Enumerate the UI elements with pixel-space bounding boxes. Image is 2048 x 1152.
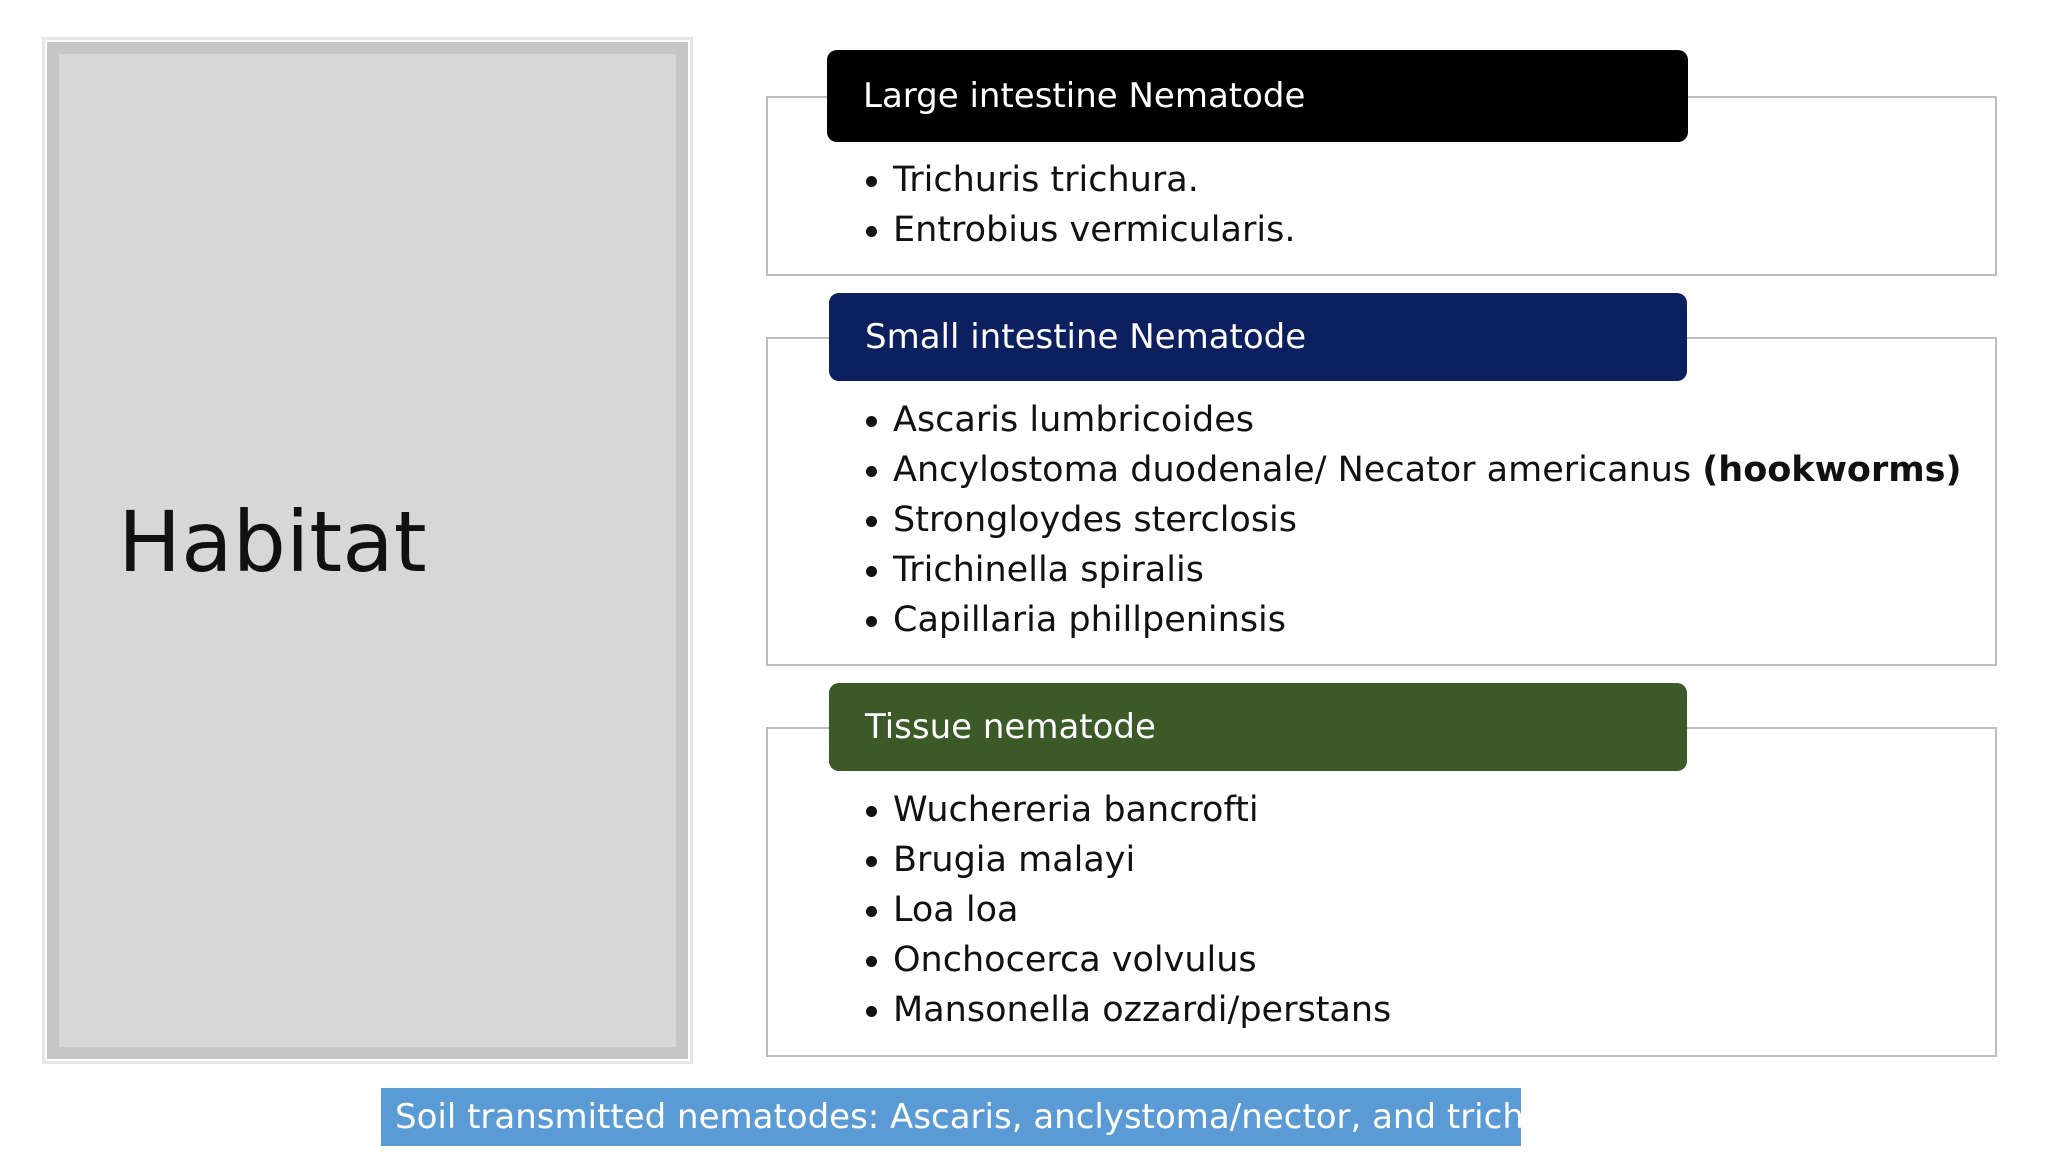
list-item: Ancylostoma duodenale/ Necator americanus (hookworms) [866, 445, 1962, 495]
section-header-label: Large intestine Nematode [863, 76, 1306, 116]
section-header-label: Small intestine Nematode [865, 317, 1307, 357]
list-item: Wuchereria bancrofti [866, 785, 1391, 835]
list-item: Onchocerca volvulus [866, 935, 1391, 985]
section-header-label: Tissue nematode [865, 707, 1156, 747]
section-small-intestine-list [866, 395, 1962, 645]
list-item: Entrobius vermicularis. [866, 205, 1295, 255]
list-item: Mansonella ozzardi/perstans [866, 985, 1391, 1035]
list-item: Trichuris trichura. [866, 155, 1295, 205]
section-small-intestine-header [829, 293, 1687, 381]
section-large-intestine-list [866, 155, 1295, 255]
list-item: Trichinella spiralis [866, 545, 1962, 595]
section-large-intestine-header [827, 50, 1688, 142]
section-tissue-list [866, 785, 1391, 1035]
slide-title: Habitat [118, 493, 427, 591]
list-item: Loa loa [866, 885, 1391, 935]
list-item: Brugia malayi [866, 835, 1391, 885]
list-item: Capillaria phillpeninsis [866, 595, 1962, 645]
footer-note [381, 1088, 1587, 1146]
footer-note-text: Soil transmitted nematodes: Ascaris, anclystoma/nector, and trichuris [395, 1097, 1587, 1137]
section-tissue-header [829, 683, 1687, 771]
list-item: Ascaris lumbricoides [866, 395, 1962, 445]
list-item: Strongloydes sterclosis [866, 495, 1962, 545]
